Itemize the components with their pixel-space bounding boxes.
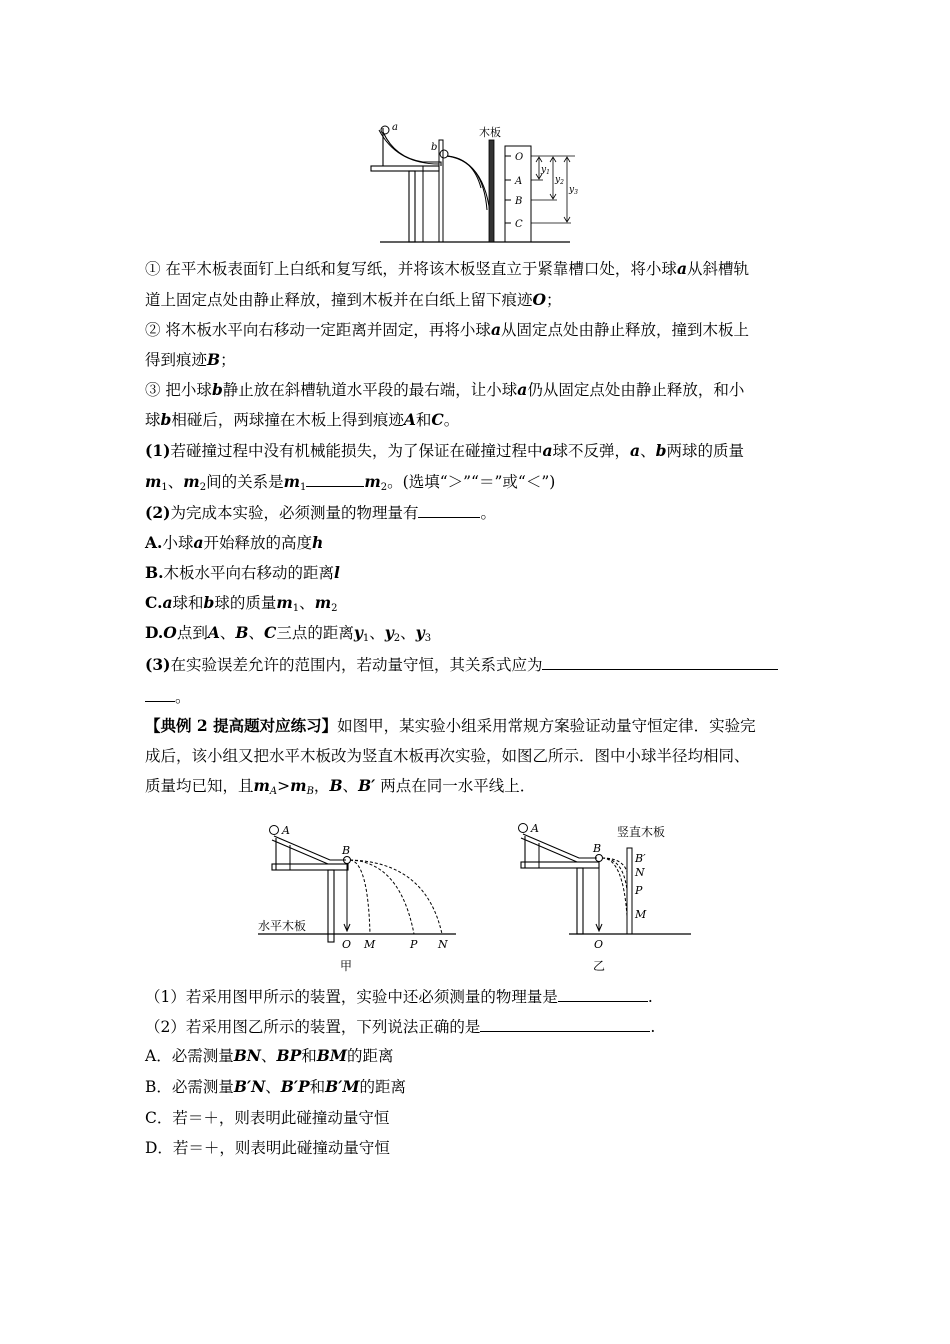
step-3-line-1: ③ 把小球b静止放在斜槽轨道水平段的最右端，让小球a仍从固定点处由静止释放，和小: [145, 380, 745, 399]
question-1-line-2: $m_1$、$m_2$间的关系是$m_1$ $m_2$。(选填“＞”“＝”或“＜”): [145, 472, 556, 493]
step-1-line-2: 道上固定点处由静止释放，撞到木板并在白纸上留下痕迹O；: [145, 290, 562, 309]
step-2-line-2: 得到痕迹B；: [145, 350, 236, 369]
fig1-wood-label: 木板: [479, 126, 501, 139]
jia-caption: 甲: [340, 959, 353, 973]
fig1-mark-B: B: [515, 196, 523, 207]
jia-label-N: N: [438, 938, 448, 951]
q3-answer-blank[interactable]: [542, 654, 778, 670]
fig1-y2: $y_2$: [555, 175, 564, 186]
yi-label-A: A: [531, 822, 539, 835]
q2-option-a[interactable]: A.小球a开始释放的高度h: [145, 533, 324, 552]
question-2: (2)为完成本实验，必须测量的物理量有 。: [145, 503, 496, 522]
ex-option-d[interactable]: D．若＝＋，则表明此碰撞动量守恒: [145, 1139, 390, 1157]
example-question-2: （2）若采用图乙所示的装置，下列说法正确的是 .: [145, 1018, 656, 1036]
ex-q2-answer-blank[interactable]: [480, 1016, 650, 1032]
ex-q1-answer-blank[interactable]: [558, 986, 648, 1002]
step-3-line-2: 球b相碰后，两球撞在木板上得到痕迹A和C。: [145, 410, 460, 429]
yi-label-O: O: [594, 938, 604, 951]
step-1-line-1: ① 在平木板表面钉上白纸和复写纸，并将该木板竖直立于紧靠槽口处，将小球a从斜槽轨: [145, 259, 749, 278]
figure-apparatus-1-svg: [365, 118, 585, 246]
q2-option-d[interactable]: D.O点到A、B、C三点的距离$y_1$、$y_2$、$y_3$: [145, 623, 432, 644]
ex-option-a[interactable]: A．必需测量BN、BP和BM的距离: [145, 1046, 394, 1065]
example-line-3: 质量均已知，且$m_A>m_B$，B、B′ 两点在同一水平线上．: [145, 776, 536, 797]
yi-label-P: P: [635, 884, 643, 897]
q2-option-c[interactable]: C.a球和b球的质量$m_1$、$m_2$: [145, 593, 338, 614]
q2-answer-blank[interactable]: [418, 502, 480, 518]
jia-board-label: 水平木板: [258, 919, 307, 933]
figure-apparatus-1: [365, 118, 585, 246]
fig1-y1: $y_1$: [541, 165, 550, 176]
fig1-y3: $y_3$: [569, 185, 578, 196]
yi-label-N: N: [635, 866, 645, 879]
figure-jia-svg: [250, 818, 470, 978]
jia-label-A: A: [282, 824, 290, 837]
fig1-ball-a-label: a: [392, 122, 398, 133]
fig1-ball-b-label: b: [431, 142, 438, 153]
question-3-line-2: 。: [145, 686, 191, 707]
figure-yi-svg: [505, 818, 705, 978]
question-3-line-1: (3)在实验误差允许的范围内，若动量守恒，其关系式应为: [145, 654, 778, 675]
example-line-1: 【典例 2 提高题对应练习】如图甲，某实验小组采用常规方案验证动量守恒定律．实验完: [145, 716, 756, 735]
yi-label-B: B: [593, 842, 602, 855]
q3-answer-blank-cont[interactable]: [145, 686, 175, 702]
q2-option-b[interactable]: B.木板水平向右移动的距离l: [145, 563, 340, 582]
jia-label-B: B: [342, 844, 351, 857]
example-question-1: （1）若采用图甲所示的装置，实验中还必须测量的物理量是 .: [145, 988, 653, 1006]
step-2-line-1: ② 将木板水平向右移动一定距离并固定，再将小球a从固定点处由静止释放，撞到木板上: [145, 320, 749, 339]
jia-label-O: O: [342, 938, 352, 951]
question-1-line-1: (1)若碰撞过程中没有机械能损失，为了保证在碰撞过程中a球不反弹，a、b两球的质量: [145, 441, 744, 460]
yi-board-label: 竖直木板: [617, 825, 666, 839]
yi-label-Bp: B′: [635, 852, 646, 865]
fig1-mark-C: C: [515, 219, 523, 230]
q1-answer-blank[interactable]: [306, 471, 364, 487]
figure-apparatus-jia: [250, 818, 470, 978]
fig1-mark-A: A: [515, 176, 523, 187]
yi-caption: 乙: [593, 959, 606, 973]
ex-option-c[interactable]: C．若＝＋，则表明此碰撞动量守恒: [145, 1109, 390, 1127]
ex-option-b[interactable]: B．必需测量B′N、B′P和B′M的距离: [145, 1077, 407, 1096]
figure-apparatus-yi: [505, 818, 705, 978]
fig1-mark-O: O: [515, 152, 524, 163]
example-line-2: 成后，该小组又把水平木板改为竖直木板再次实验，如图乙所示．图中小球半径均相同、: [145, 747, 750, 765]
jia-label-M: M: [364, 938, 376, 951]
jia-label-P: P: [410, 938, 418, 951]
yi-label-M: M: [635, 908, 647, 921]
